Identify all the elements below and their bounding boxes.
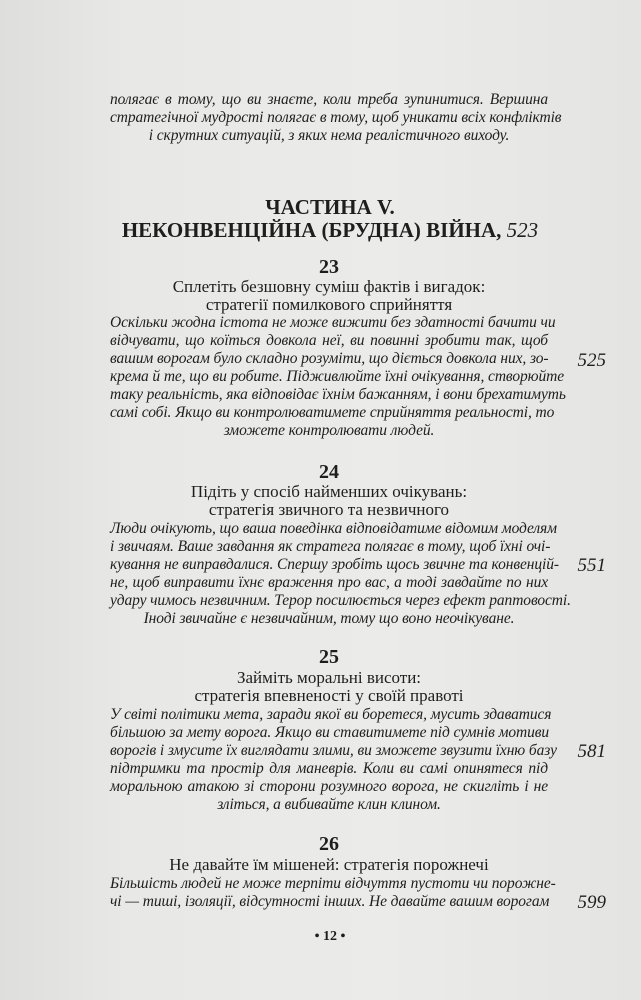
part-heading-line2 <box>80 219 580 241</box>
chapter-summary-line: Люди очікують, що ваша поведінка відповідатиме відомим моделям <box>110 520 557 537</box>
chapter-summary-line: підтримки та простір для маневрів. Коли ви самі опинятеся під <box>110 760 548 777</box>
chapter-summary-line: крема й те, що ви робите. Підживлюйте їхні очікування, створюйте <box>110 368 565 385</box>
chapter-page-number: 551 <box>577 555 606 576</box>
page-number: • 12 • <box>314 929 346 944</box>
intro-line: полягає в тому, що ви знаєте, коли треба зупинитися. Вершина <box>110 91 548 108</box>
chapter-number: 26 <box>319 833 339 855</box>
intro-line: стратегічної мудрості полягає в тому, щоб уникати всіх конфліктів <box>110 109 562 126</box>
chapter-title-line: Не давайте їм мішеней: стратегія порожнечі <box>169 855 489 874</box>
chapter-title-line: Сплетіть безшовну суміш фактів і вигадок: <box>172 277 486 296</box>
chapter-summary-line: відчувати, що коїться довкола неї, ви повинні зробити так, щоб <box>110 332 548 349</box>
chapter-page-number: 599 <box>577 892 606 913</box>
chapter-number: 25 <box>319 646 339 668</box>
chapter-summary-line: таку реальність, яка відповідає їхнім бажанням, і вони брехатимуть <box>110 386 566 403</box>
part-heading-line1: ЧАСТИНА V. <box>265 195 395 219</box>
chapter-summary-line: зможете контролювати людей. <box>223 422 435 439</box>
chapter-summary-line: і звичаям. Ваше завдання як стратега полягає в тому, щоб їхні очі- <box>110 538 551 555</box>
chapter-number: 24 <box>319 461 339 483</box>
chapter-title-line: Займіть моральні висоти: <box>236 668 422 687</box>
chapter-summary-line: більшою за мету ворога. Якщо ви ставитимете під сумнів мотиви <box>110 724 550 741</box>
chapter-summary-line: не, щоб виправити їхнє враження про вас, а тоді завдайте по них <box>110 574 548 591</box>
chapter-summary-line: зліться, а вибивайте клин клином. <box>217 796 441 813</box>
chapter-title-line: стратегія впевненості у своїй правоті <box>194 686 464 705</box>
part-page: 523 <box>506 218 539 242</box>
chapter-number: 23 <box>319 256 339 278</box>
chapter-summary-line: кування не виправдалися. Спершу зробіть щось звичне та конвенцій- <box>110 556 559 573</box>
chapter-summary-line: Більшість людей не може терпіти відчуття пустоти чи порожне- <box>110 875 556 892</box>
chapter-summary-line: моральною атакою зі сторони розумного ворога, не скигліть і не <box>110 778 548 795</box>
chapter-title-line: Підіть у спосіб найменших очікувань: <box>190 482 468 501</box>
chapter-summary-line: удару чимось незвичним. Терор посилюється через ефект раптовості. <box>110 592 571 609</box>
chapter-page-number: 525 <box>577 350 606 371</box>
chapter-summary-line: чі — тиші, ізоляції, відсутності інших. Не давайте вашим ворогам <box>110 893 550 910</box>
chapter-title-line: стратегія звичного та незвичного <box>208 500 450 519</box>
intro-line: і скрутних ситуацій, з яких нема реалістичного виходу. <box>148 127 510 144</box>
chapter-summary-line: У світі політики мета, заради якої ви боретеся, мусить здаватися <box>110 706 552 723</box>
chapter-summary-line: самі собі. Якщо ви контролюватимете сприйняття реальності, то <box>110 404 555 421</box>
chapter-summary-line: вашим ворогам було складно розуміти, що діється довкола них, зо- <box>110 350 549 367</box>
chapter-page-number: 581 <box>577 741 606 762</box>
chapter-title-line: стратегії помилкового сприйняття <box>205 295 453 314</box>
chapter-summary-line: Оскільки жодна істота не може вижити без здатності бачити чи <box>110 314 556 331</box>
chapter-summary-line: Іноді звичайне є незвичайним, тому що воно неочікуване. <box>143 610 515 627</box>
part-title: НЕКОНВЕНЦІЙНА (БРУДНА) ВІЙНА, <box>121 218 502 242</box>
chapter-summary-line: ворогів і змусите їх виглядати злими, ви зможете звузити їхню базу <box>110 742 557 759</box>
